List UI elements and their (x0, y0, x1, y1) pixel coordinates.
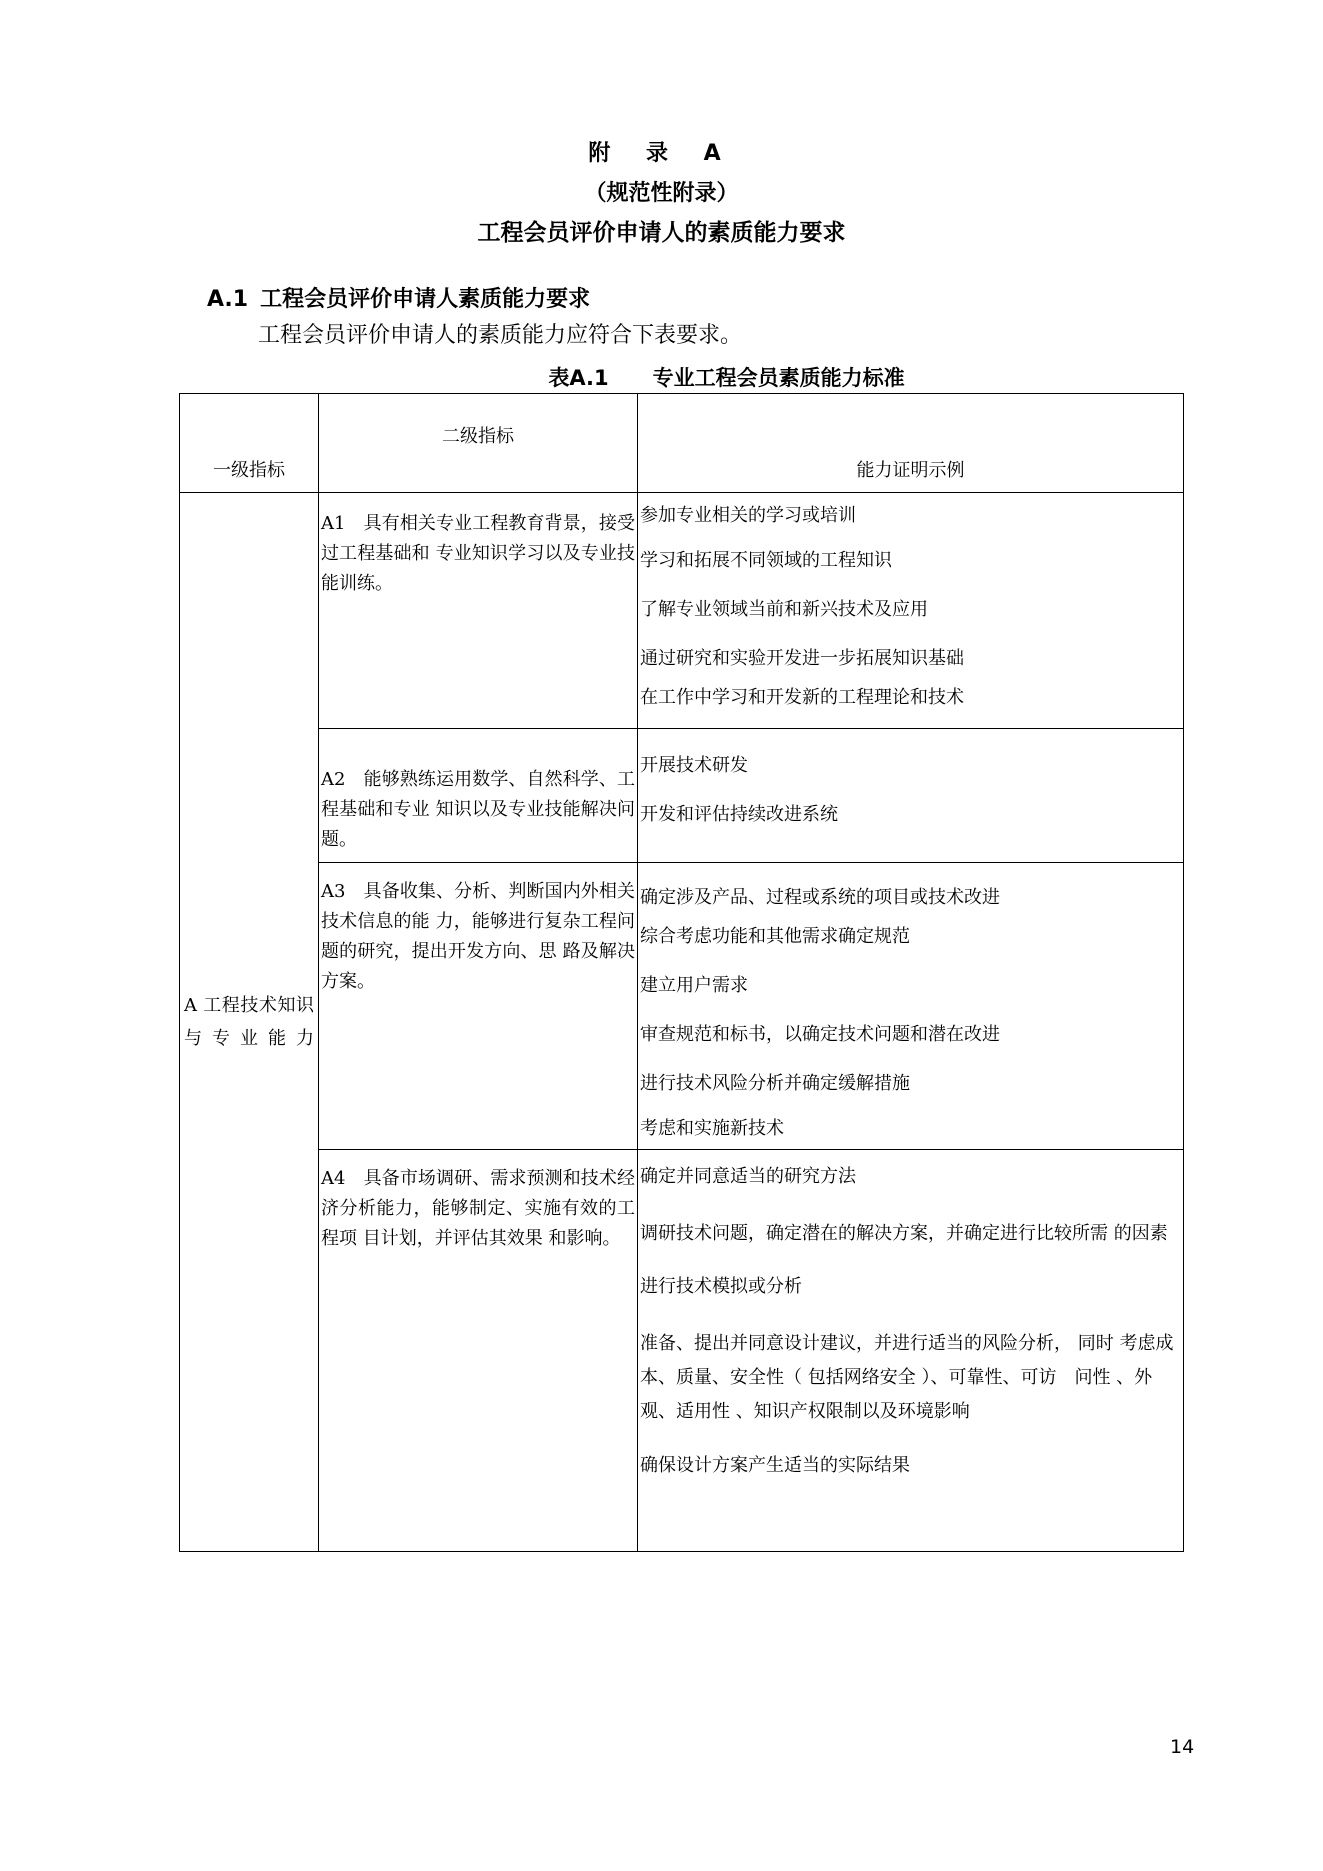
evidence-example: 审查规范和标书，以确定技术问题和潜在改进 (640, 1024, 1000, 1045)
secondary-indicator: A1 具有相关专业工程教育背景，接受过工程基础和 专业知识学习以及专业技能训练。 (321, 513, 635, 594)
evidence-example: 开发和评估持续改进系统 (640, 804, 838, 825)
evidence-example: 确保设计方案产生适当的实际结果 (640, 1455, 910, 1476)
evidence-example: 了解专业领域当前和新兴技术及应用 (640, 599, 928, 620)
secondary-indicator: A2 能够熟练运用数学、自然科学、工程基础和专业 知识以及专业技能解决问题。 (321, 769, 635, 850)
table-header-row (180, 394, 1184, 493)
secondary-indicator: A4 具备市场调研、需求预测和技术经济分析能力，能够制定、实施有效的工程项 目计划，并评估其效果 和影响。 (321, 1168, 635, 1249)
primary-indicator-cell (180, 493, 319, 1552)
table-caption (0, 362, 1323, 392)
evidence-example: 综合考虑功能和其他需求确定规范 (640, 926, 910, 947)
table-row (180, 729, 1184, 863)
appendix-title: 工程会员评价申请人的素质能力要求 (477, 220, 846, 246)
secondary-indicator: A3 具备收集、分析、判断国内外相关技术信息的能 力，能够进行复杂工程问题的研究，提出开发方向、思 路及解决方案。 (321, 881, 635, 992)
table-caption-number: 表A.1 (548, 366, 609, 390)
table-row (180, 493, 1184, 729)
header-evidence-examples: 能力证明示例 (638, 394, 1184, 493)
competency-table (179, 393, 1184, 1552)
secondary-indicator-cell (319, 729, 638, 863)
primary-indicator: A 工程技术知识与专业能力 (184, 995, 314, 1049)
examples-cell (638, 863, 1184, 1150)
secondary-indicator-cell (319, 1150, 638, 1552)
examples-cell (638, 1150, 1184, 1552)
section-heading (207, 282, 590, 313)
page-number: 14 (1170, 1736, 1195, 1758)
evidence-example: 进行技术模拟或分析 (640, 1276, 802, 1297)
evidence-example: 建立用户需求 (640, 975, 748, 996)
section-intro: 工程会员评价申请人的素质能力应符合下表要求。 (258, 323, 743, 348)
table-row (180, 1150, 1184, 1552)
appendix-type: （规范性附录） (584, 181, 739, 206)
header-secondary-indicator: 二级指标 (319, 394, 638, 493)
table-row (180, 863, 1184, 1150)
evidence-example: 考虑和实施新技术 (640, 1118, 784, 1139)
section-number: A.1 (207, 287, 249, 312)
table-caption-title: 专业工程会员素质能力标准 (652, 366, 905, 390)
section-title: 工程会员评价申请人素质能力要求 (260, 287, 591, 312)
appendix-label: 附 录 A (588, 141, 735, 166)
evidence-example: 在工作中学习和开发新的工程理论和技术 (640, 687, 964, 708)
evidence-example: 参加专业相关的学习或培训 (640, 505, 856, 526)
evidence-example: 确定并同意适当的研究方法 (640, 1166, 856, 1187)
header-primary-indicator: 一级指标 (180, 394, 319, 493)
evidence-example: 调研技术问题，确定潜在的解决方案，并确定进行比较所需 的因素 (640, 1223, 1168, 1244)
evidence-example: 学习和拓展不同领域的工程知识 (640, 550, 892, 571)
secondary-indicator-cell (319, 493, 638, 729)
evidence-example: 确定涉及产品、过程或系统的项目或技术改进 (640, 887, 1000, 908)
evidence-example: 通过研究和实验开发进一步拓展知识基础 (640, 648, 964, 669)
examples-cell (638, 729, 1184, 863)
examples-cell (638, 493, 1184, 729)
secondary-indicator-cell (319, 863, 638, 1150)
evidence-example: 开展技术研发 (640, 755, 748, 776)
evidence-example: 准备、提出并同意设计建议，并进行适当的风险分析， 同时 考虑成本、质量、安全性（ 包括网络安全 ）、可靠性、可访 问性 、外观、适用性 、知识产权限制以及环境影响 (640, 1333, 1174, 1422)
evidence-example: 进行技术风险分析并确定缓解措施 (640, 1073, 910, 1094)
